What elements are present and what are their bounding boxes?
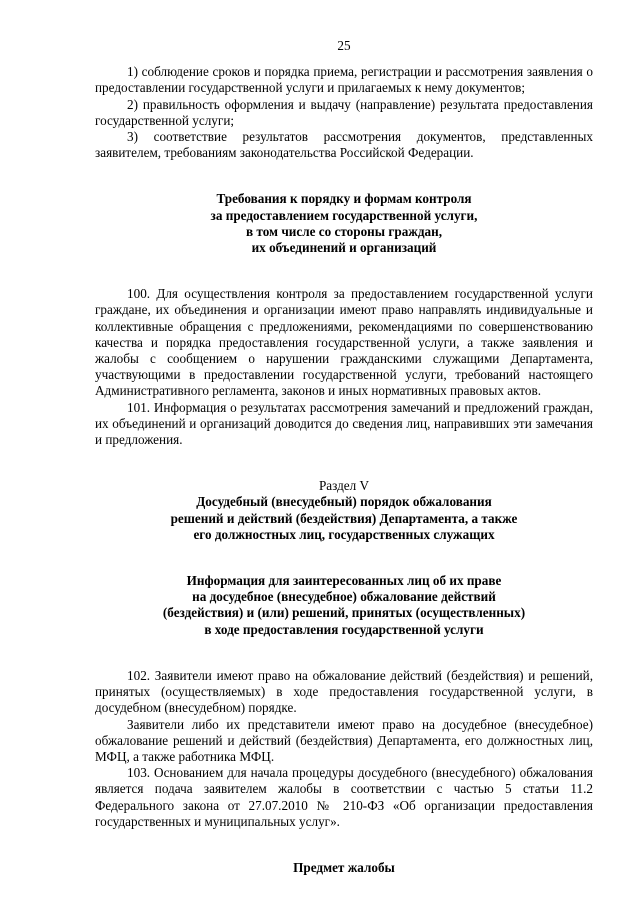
- heading-line: в том числе со стороны граждан,: [245, 223, 443, 239]
- heading-info-rights: [95, 573, 593, 638]
- paragraph-101: 101. Информация о результатах рассмотрения замечаний и предложений граждан, их объединений и организаций доводится до сведения лиц, направивших эти замечания и предложения.: [95, 399, 593, 448]
- paragraph-100: 100. Для осуществления контроля за предоставлением государственной услуги граждане, их объединения и организации имеют право направлять индивидуальные и коллективные обращения с предложениями, рекомендациями по совершенствованию качества и порядка предоставления государственной услуги, а также заявления и жалобы с сообщением о нарушении гражданскими служащими Департамента, участвующими в предоставлении государственной услуги, требований настоящего Административного регламента, законов и иных нормативных правовых актов.: [95, 286, 593, 399]
- paragraph-103: 103. Основанием для начала процедуры досудебного (внесудебного) обжалования является подача заявителем жалобы в соответствии с частью 5 статьи 11.2 Федерального закона от 27.07.2010 № 210-ФЗ «Об организации предоставления государственных и муниципальных услуг».: [95, 765, 593, 829]
- heading-line: их объединений и организаций: [251, 240, 437, 256]
- heading-line: его должностных лиц, государственных служащих: [193, 526, 495, 542]
- list-item-2: 2) правильность оформления и выдачу (направление) результата предоставления государственной услуги;: [95, 96, 593, 128]
- heading-section-v: [95, 494, 593, 543]
- heading-line: решений и действий (бездействия) Департамента, а также: [170, 510, 518, 526]
- page-number: 25: [337, 38, 351, 53]
- heading-line: за предоставлением государственной услуги,: [210, 207, 478, 223]
- heading-line: Информация для заинтересованных лиц об их праве: [186, 573, 502, 589]
- heading-line: на досудебное (внесудебное) обжалование действий: [192, 589, 496, 605]
- paragraph-102-continued: Заявители либо их представители имеют право на досудебное (внесудебное) обжалование решений и действий (бездействия) Департамента, его должностных лиц, МФЦ, а также работника МФЦ.: [95, 716, 593, 764]
- list-item-3: 3) соответствие результатов рассмотрения документов, представленных заявителем, требованиям законодательства Российской Федерации.: [95, 129, 593, 161]
- heading-line: Требования к порядку и формам контроля: [216, 191, 472, 207]
- section-label: Раздел V: [318, 478, 370, 494]
- heading-line: в ходе предоставления государственной услуги: [204, 621, 484, 637]
- heading-control-requirements: [95, 191, 593, 256]
- heading-line: (бездействия) и (или) решений, принятых (осуществленных): [162, 605, 526, 621]
- list-item-1: 1) соблюдение сроков и порядка приема, регистрации и рассмотрения заявления о предоставлении государственной услуги и прилагаемых к нему документов;: [95, 64, 593, 96]
- heading-line: Досудебный (внесудебный) порядок обжалования: [196, 494, 492, 510]
- heading-complaint-subject: Предмет жалобы: [293, 859, 395, 875]
- paragraph-102: 102. Заявители имеют право на обжалование действий (бездействия) и решений, принятых (осуществляемых) в ходе предоставления государственной услуги, в досудебном (внесудебном) порядке.: [95, 667, 593, 716]
